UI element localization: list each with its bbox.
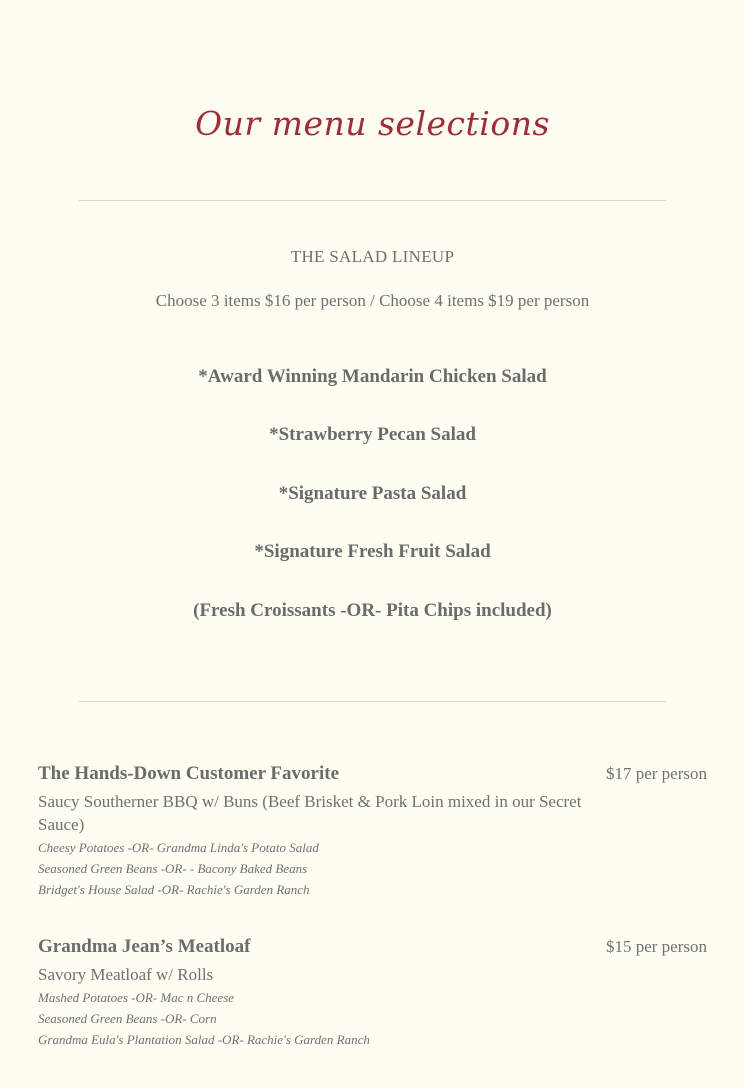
page-title: Our menu selections <box>195 104 550 143</box>
menu-item-option: Bridget's House Salad -OR- Rachie's Garden Ranch <box>38 882 310 897</box>
salad-item: *Strawberry Pecan Salad <box>269 424 476 445</box>
menu-item-price: $15 per person <box>605 937 707 956</box>
menu-item-price: $17 per person <box>605 764 707 783</box>
salad-section-heading: THE SALAD LINEUP <box>290 247 455 266</box>
divider-bottom <box>79 701 666 702</box>
menu-item-description: Savory Meatloaf w/ Rolls <box>38 965 214 984</box>
salad-item: *Award Winning Mandarin Chicken Salad <box>198 366 547 387</box>
salad-included-note: (Fresh Croissants -OR- Pita Chips included) <box>193 600 552 621</box>
menu-item-description: Saucy Southerner BBQ w/ Buns (Beef Brisket & Pork Loin mixed in our Secret Sauce) <box>38 792 582 834</box>
menu-item-option: Seasoned Green Beans -OR- - Bacony Baked Beans <box>38 861 308 876</box>
menu-item-option: Mashed Potatoes -OR- Mac n Cheese <box>38 990 235 1005</box>
salad-item: *Signature Fresh Fruit Salad <box>254 541 491 562</box>
menu-item-options <box>38 837 707 900</box>
menu-item-name: The Hands-Down Customer Favorite <box>38 763 340 784</box>
menu-item-name: Grandma Jean’s Meatloaf <box>38 936 251 957</box>
salad-pricing-note: Choose 3 items $16 per person / Choose 4 items $19 per person <box>155 291 590 310</box>
menu-item-option: Grandma Eula's Plantation Salad -OR- Rachie's Garden Ranch <box>38 1032 370 1047</box>
menu-item-options <box>38 987 707 1050</box>
menu-item-option: Cheesy Potatoes -OR- Grandma Linda's Potato Salad <box>38 840 319 855</box>
menu-item <box>38 761 707 900</box>
menu-item <box>38 934 707 1050</box>
menu-item-option: Seasoned Green Beans -OR- Corn <box>38 1011 217 1026</box>
salad-item: *Signature Pasta Salad <box>278 483 467 504</box>
divider-top <box>79 200 666 201</box>
